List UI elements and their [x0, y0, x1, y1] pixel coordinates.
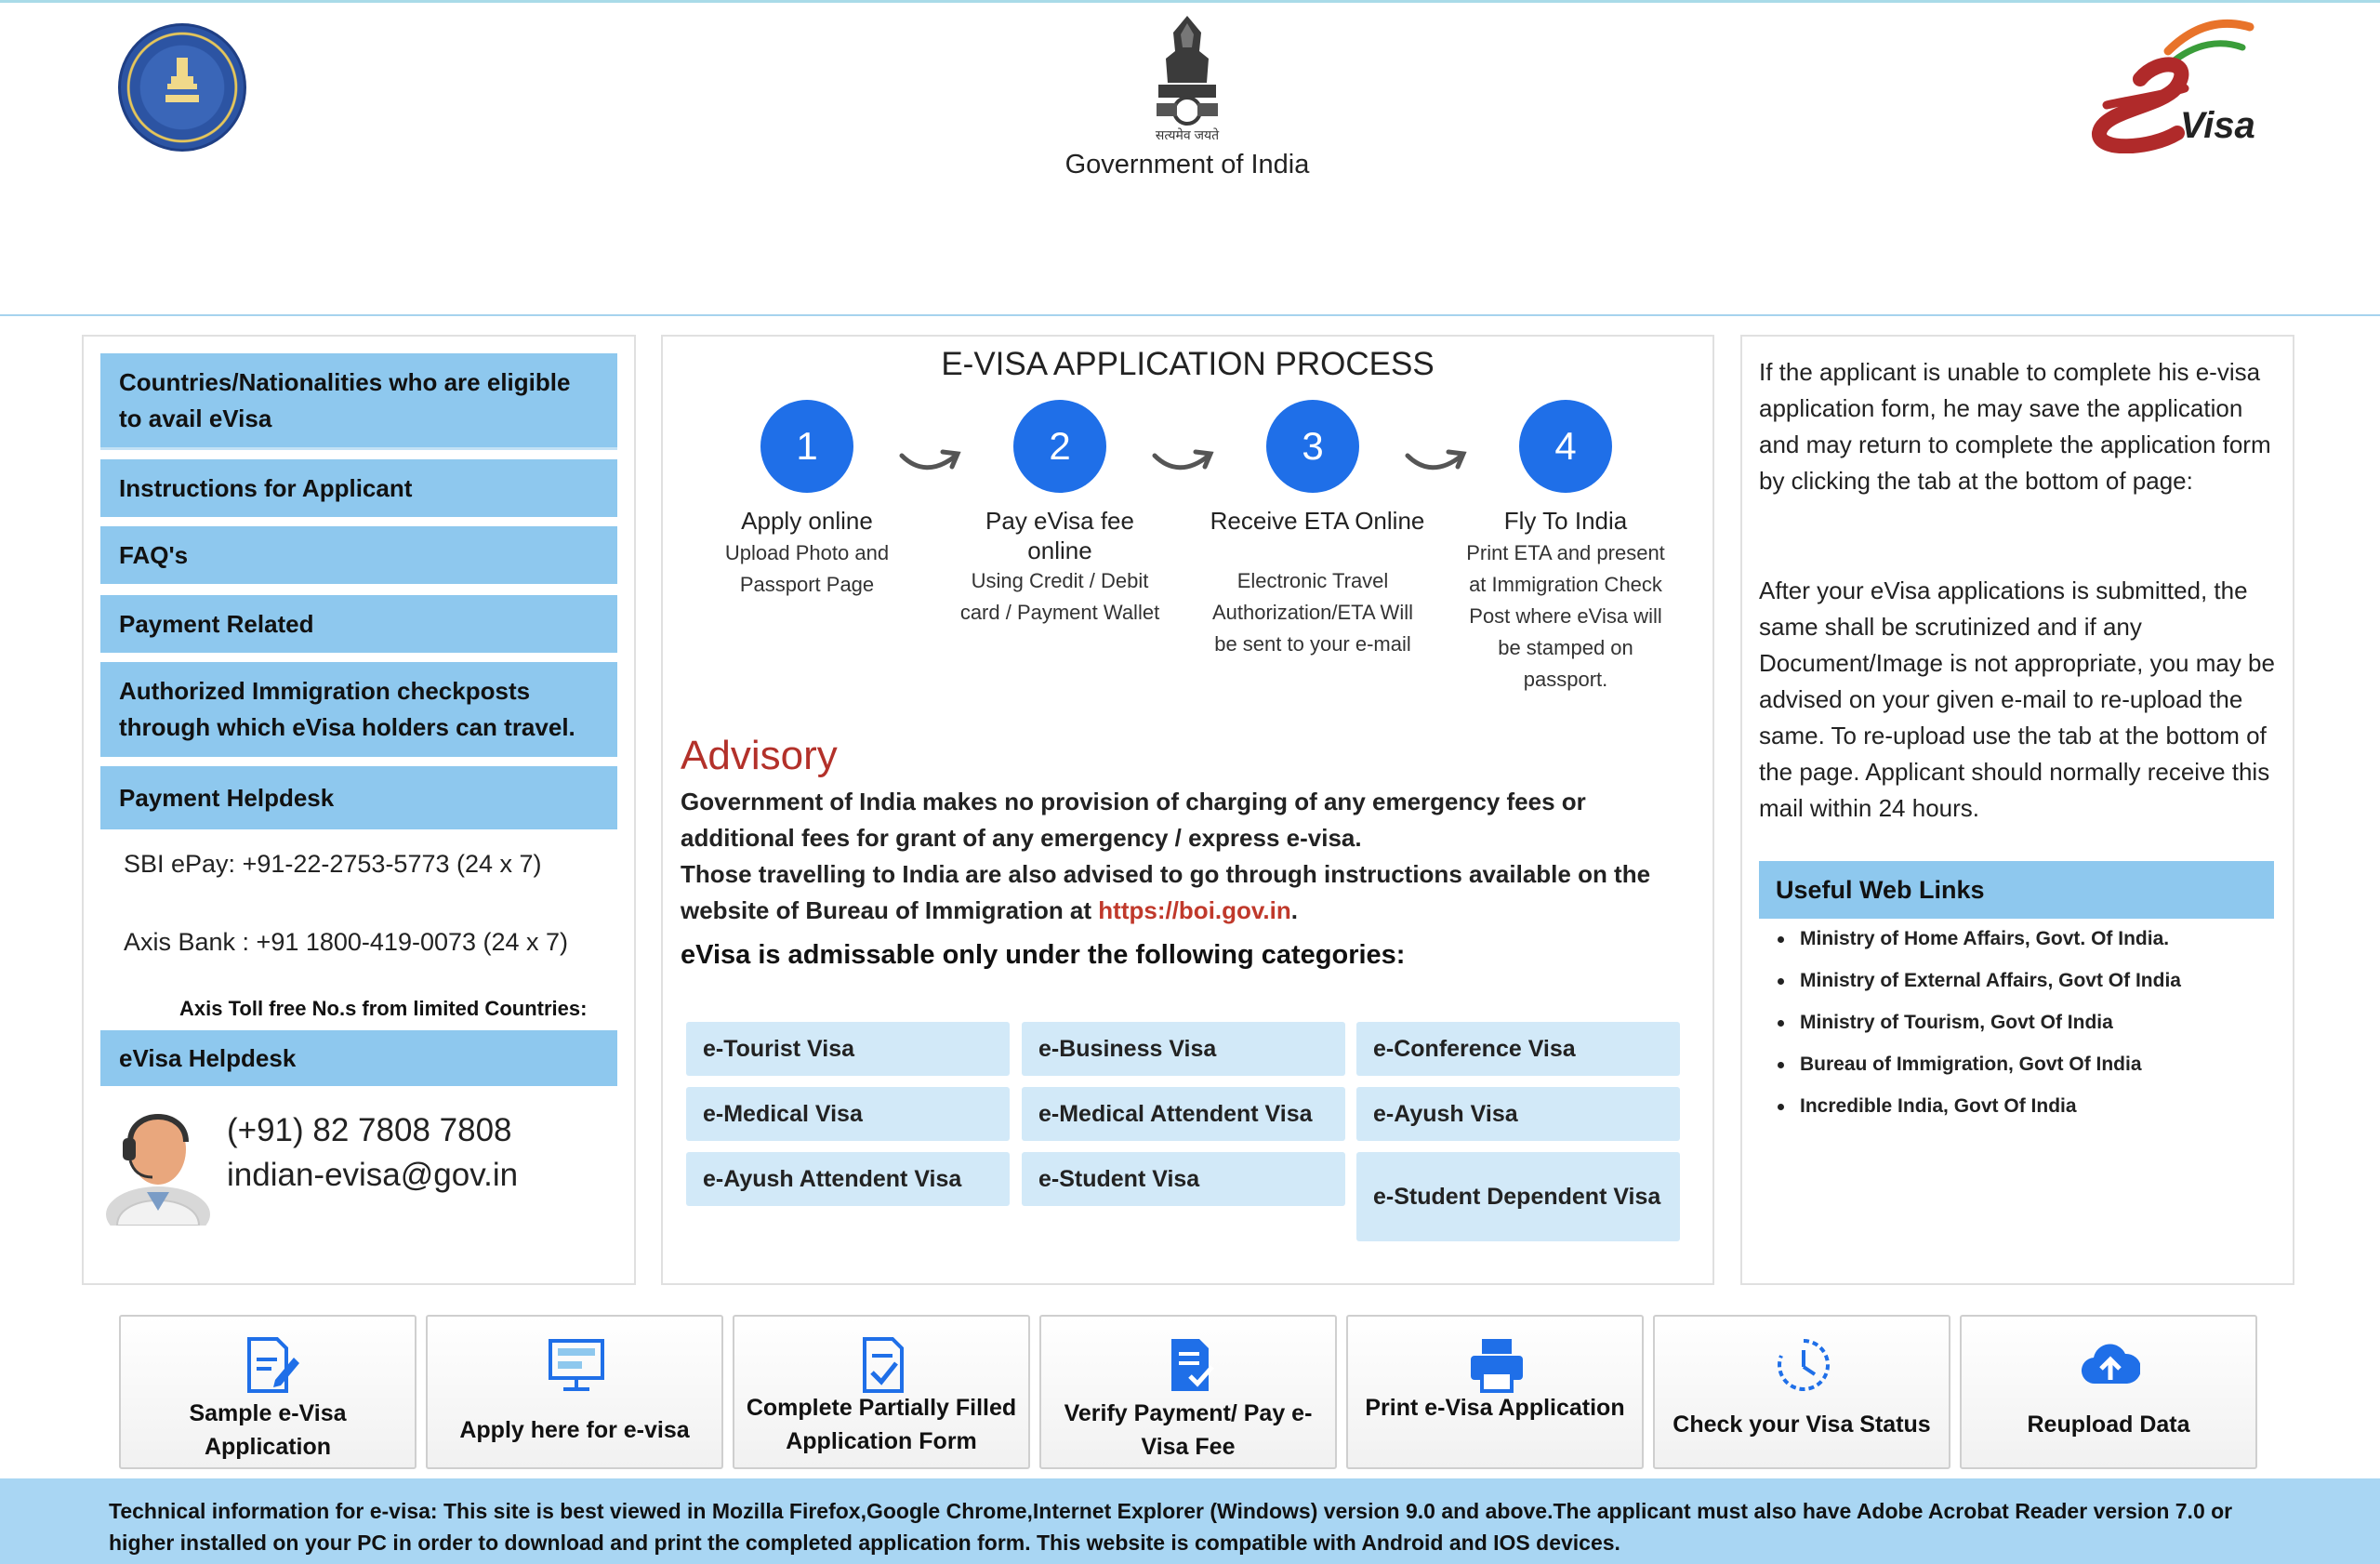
- category-e-medical[interactable]: e-Medical Visa: [686, 1087, 1010, 1141]
- step-1-badge: 1: [760, 400, 853, 493]
- step-4-badge: 4: [1519, 400, 1612, 493]
- nav-faqs[interactable]: FAQ's: [100, 526, 617, 584]
- sbi-helpline: SBI ePay: +91-22-2753-5773 (24 x 7): [124, 850, 542, 878]
- check-visa-status-label: Check your Visa Status: [1673, 1412, 1931, 1438]
- verify-payment-label: Verify Payment/ Pay e-Visa Fee: [1064, 1400, 1313, 1460]
- print-evisa-button[interactable]: [1346, 1315, 1644, 1469]
- advisory-text-2-prefix: Those travelling to India are also advised to go through instructions available on the website of Bureau of Immigration at: [681, 860, 1651, 924]
- step-3-title: Receive ETA Online: [1210, 507, 1425, 535]
- categories-heading: eVisa is admissable only under the following categories:: [681, 940, 1406, 970]
- category-e-conference[interactable]: e-Conference Visa: [1356, 1022, 1680, 1076]
- government-title: Government of India: [1064, 150, 1310, 179]
- reupload-data-label: Reupload Data: [2027, 1412, 2190, 1438]
- step-1-title: Apply online: [741, 507, 873, 535]
- printer-icon: [1467, 1335, 1527, 1395]
- national-emblem-icon: [1145, 10, 1229, 142]
- bullet-icon: [1778, 936, 1784, 943]
- save-info-text: If the applicant is unable to complete his e-visa application form, he may save the application and may return to complete the application form by clicking the tab at the bottom of page:: [1759, 358, 2271, 495]
- link-mea-label: Ministry of External Affairs, Govt Of India: [1800, 970, 2181, 991]
- site-header: [0, 3, 2380, 316]
- emblem-motto: सत्यमेव जयते: [1155, 127, 1220, 142]
- nav-payment-related[interactable]: Payment Related: [100, 595, 617, 653]
- link-tourism[interactable]: [1778, 1012, 2113, 1034]
- useful-links-heading: Useful Web Links: [1759, 861, 2274, 919]
- step-2-badge: 2: [1013, 400, 1106, 493]
- step-4-title: Fly To India: [1503, 507, 1628, 535]
- link-mha[interactable]: [1778, 928, 2169, 950]
- nav-evisa-helpdesk[interactable]: eVisa Helpdesk: [100, 1030, 617, 1086]
- print-evisa-label: Print e-Visa Application: [1365, 1395, 1625, 1421]
- advisory-text-2-suffix: .: [1290, 896, 1298, 924]
- clock-icon: [1774, 1335, 1833, 1395]
- footer-label: Technical information for e-visa:: [109, 1499, 438, 1523]
- step-2-desc: Using Credit / Debit card / Payment Wallet: [959, 569, 1160, 624]
- advisory-text-1: Government of India makes no provision of charging of any emergency fees or additional fees for grant of any emergency / express e-visa.: [681, 788, 1586, 852]
- boi-link[interactable]: https://boi.gov.in: [1098, 896, 1291, 924]
- nav-payment-helpdesk[interactable]: Payment Helpdesk: [100, 766, 617, 829]
- process-title: E-VISA APPLICATION PROCESS: [941, 346, 1435, 382]
- category-e-student[interactable]: e-Student Visa: [1022, 1152, 1345, 1206]
- document-edit-icon: [240, 1335, 299, 1395]
- document-verify-icon: [1160, 1335, 1220, 1395]
- step-arrow-icon: [1404, 443, 1469, 480]
- link-tourism-label: Ministry of Tourism, Govt Of India: [1800, 1012, 2113, 1033]
- axis-tollfree-label: Axis Toll free No.s from limited Countries:: [179, 997, 588, 1020]
- complete-partial-form-label: Complete Partially Filled Application Form: [746, 1395, 1017, 1454]
- verify-payment-button[interactable]: [1039, 1315, 1337, 1469]
- monitor-form-icon: [547, 1335, 606, 1395]
- reupload-data-button[interactable]: [1960, 1315, 2257, 1469]
- document-check-icon: [853, 1335, 913, 1395]
- step-3-badge: 3: [1266, 400, 1359, 493]
- category-e-medical-attendent[interactable]: e-Medical Attendent Visa: [1022, 1087, 1345, 1141]
- bureau-of-immigration-seal-icon: [118, 23, 246, 152]
- link-boi[interactable]: [1778, 1054, 2142, 1076]
- link-boi-label: Bureau of Immigration, Govt Of India: [1800, 1054, 2142, 1075]
- advisory-text-2: [681, 856, 1694, 929]
- category-e-student-dependent[interactable]: e-Student Dependent Visa: [1356, 1152, 1680, 1241]
- apply-evisa-label: Apply here for e-visa: [459, 1417, 690, 1443]
- cloud-upload-icon: [2081, 1335, 2140, 1395]
- step-2-title: Pay eVisa fee online: [985, 507, 1134, 564]
- bullet-icon: [1778, 978, 1784, 985]
- link-mha-label: Ministry of Home Affairs, Govt. Of India.: [1800, 928, 2170, 949]
- sample-evisa-label: Sample e-Visa Application: [189, 1400, 347, 1460]
- footer-text: [109, 1495, 2284, 1558]
- reupload-info-text: After your eVisa applications is submitted, the same shall be scrutinized and if any Document/Image is not appropriate, you may be advised on your given e-mail to re-upload the same. To re-upload use the tab at the bottom of the page. Applicant should normally receive this mail within 24 hours.: [1759, 577, 2275, 822]
- evisa-logo-text: Visa: [2180, 105, 2255, 146]
- bullet-icon: [1778, 1020, 1784, 1027]
- step-1-desc: Upload Photo and Passport Page: [724, 541, 890, 596]
- step-4-desc: Print ETA and present at Immigration Check Post where eVisa will be stamped on passport.: [1466, 541, 1665, 691]
- link-mea[interactable]: [1778, 970, 2181, 992]
- category-e-tourist[interactable]: e-Tourist Visa: [686, 1022, 1010, 1076]
- advisory-heading: Advisory: [681, 733, 838, 778]
- axis-helpline: Axis Bank : +91 1800-419-0073 (24 x 7): [124, 928, 569, 956]
- step-arrow-icon: [1151, 443, 1216, 480]
- helpdesk-phone: (+91) 82 7808 7808: [227, 1112, 512, 1148]
- bullet-icon: [1778, 1104, 1784, 1110]
- category-e-ayush[interactable]: e-Ayush Visa: [1356, 1087, 1680, 1141]
- complete-partial-form-button[interactable]: [733, 1315, 1030, 1469]
- link-incredible-india-label: Incredible India, Govt Of India: [1800, 1095, 2077, 1117]
- nav-instructions[interactable]: Instructions for Applicant: [100, 459, 617, 517]
- link-incredible-india[interactable]: [1778, 1095, 2077, 1118]
- footer-body: This site is best viewed in Mozilla Firefox,Google Chrome,Internet Explorer (Windows) version 9.0 and above.The applicant must also have Adobe Acrobat Reader version 7.0 or higher installed on your PC in order to download and print the completed application form. This website is compatible with Android and IOS devices.: [109, 1499, 2233, 1555]
- helpdesk-agent-icon: [102, 1095, 214, 1226]
- bullet-icon: [1778, 1062, 1784, 1068]
- category-e-business[interactable]: e-Business Visa: [1022, 1022, 1345, 1076]
- category-e-ayush-attendent[interactable]: e-Ayush Attendent Visa: [686, 1152, 1010, 1206]
- helpdesk-email[interactable]: indian-evisa@gov.in: [227, 1157, 519, 1193]
- check-visa-status-button[interactable]: [1653, 1315, 1950, 1469]
- step-3-desc: Electronic Travel Authorization/ETA Will be sent to your e-mail: [1211, 569, 1413, 656]
- step-arrow-icon: [898, 443, 963, 480]
- sample-evisa-button[interactable]: [119, 1315, 416, 1469]
- nav-eligible-countries[interactable]: Countries/Nationalities who are eligible to avail eVisa: [100, 353, 617, 450]
- nav-immigration-checkposts[interactable]: Authorized Immigration checkposts through which eVisa holders can travel.: [100, 662, 617, 757]
- apply-evisa-button[interactable]: [426, 1315, 723, 1469]
- technical-info-footer: [0, 1478, 2380, 1564]
